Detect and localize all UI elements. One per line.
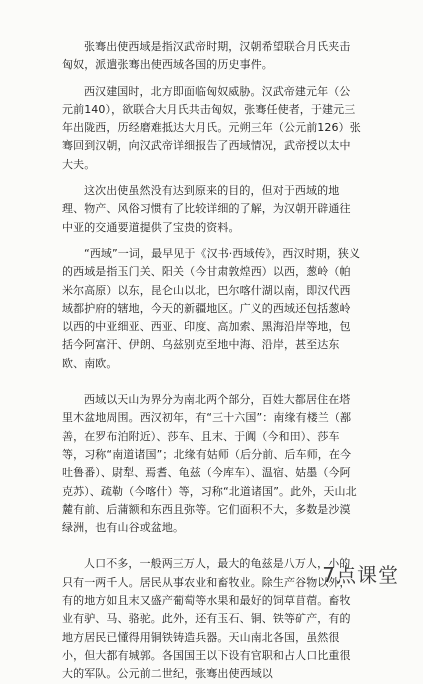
- watermark-logo: 7点课堂: [322, 563, 399, 587]
- paragraph-definition: “西域”一词，最早见于《汉书·西域传》，西汉时期，狭义的西域是指玉门关、阳关（今甘肃敦煌西）以西，葱岭（帕米尔高原）以东，昆仑山以北，巴尔喀什湖以南，即汉代西域都护府的辖地，今天的新疆地区。广义的西域还包括葱岭以西的中亚细亚、西亚、印度、高加索、黑海沿岸等地，包括今阿富汗、伊朗、乌兹别克至地中海、沿岸，甚至达东欧、南欧。: [62, 246, 361, 370]
- paragraph-kingdoms: 西域以天山为界分为南北两个部分，百姓大都居住在塔里木盆地周围。西汉初年，有“三十六国”：南缘有楼兰（鄯善，在罗布泊附近）、莎车、且末、于阗（今和田）、莎车等，习称“南道诸国”；北缘有姑师（后分前、后车师，在今吐鲁番）、尉犁、焉耆、龟兹（今库车）、温宿、姑墨（今阿克苏）、疏勒（今喀什）等，习称“北道诸国”。此外，天山北麓有前、后蒲额和东西且弥等。它们面积不大，多数是沙漠绿洲，也有山谷或盆地。: [62, 393, 357, 535]
- paragraph-intro: 张骞出使西域是指汉武帝时期，汉朝希望联合月氏夹击匈奴，派遣张骞出使西域各国的历史事件。: [62, 40, 351, 72]
- paragraph-significance: 这次出使虽然没有达到原来的目的，但对于西域的地理、物产、风俗习惯有了比较详细的了解，为汉朝开辟通往中亚的交通要道提供了宝贵的资料。: [62, 184, 351, 234]
- section-population: [62, 555, 361, 683]
- section-geography: [62, 391, 361, 537]
- paragraph-population: 人口不多，一般两三万人，最大的龟兹是八万人，小的只有一两千人。居民从事农业和畜牧业。除生产谷物以外，有的地方如且末又盛产葡萄等水果和最好的饲草苜蓿。畜牧业有驴、马、骆驼。此外，还有玉石、铜、铁等矿产，有的地方居民已懂得用铜铁铸造兵器。天山南北各国，虽然很小，但大都有城郭。各国国王以下设有官职和占人口比重很大的军队。公元前二世纪，张骞出使西域以: [62, 557, 351, 681]
- paragraph-history: 西汉建国时，北方即面临匈奴威胁。汉武帝建元年（公元前140），欲联合大月氏共击匈奴，张骞任使者，于建元三年出陇西，历经磨难抵达大月氏。元朔三年（公元前126）张骞回到汉朝，向汉武帝详细报告了西域情况，武帝授以太中大夫。: [62, 84, 361, 171]
- section-intro: [62, 38, 361, 373]
